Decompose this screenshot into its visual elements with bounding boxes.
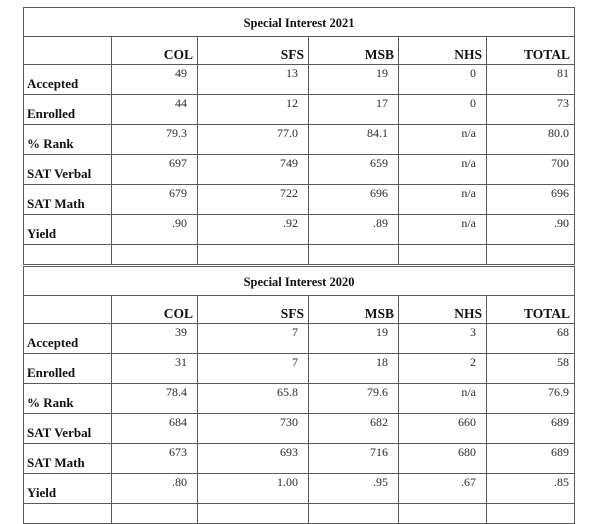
cell-sfs: 7 — [198, 324, 309, 354]
empty-cell — [24, 245, 112, 265]
cell-total: 696 — [487, 185, 575, 215]
cell-col: .80 — [112, 474, 198, 504]
empty-cell — [198, 245, 309, 265]
table-row-sat-math — [24, 444, 575, 474]
cell-total: 58 — [487, 354, 575, 384]
empty-cell — [487, 245, 575, 265]
header-blank — [24, 296, 112, 324]
header-total: TOTAL — [487, 37, 575, 65]
empty-cell — [24, 504, 112, 524]
header-sfs: SFS — [198, 37, 309, 65]
row-label: Enrolled — [24, 95, 112, 125]
header-msb: MSB — [309, 296, 399, 324]
cell-nhs: n/a — [399, 155, 487, 185]
cell-col: .90 — [112, 215, 198, 245]
cell-nhs: n/a — [399, 215, 487, 245]
row-label: SAT Verbal — [24, 414, 112, 444]
cell-col: 697 — [112, 155, 198, 185]
table-row-enrolled — [24, 95, 575, 125]
cell-col: 39 — [112, 324, 198, 354]
table-row-yield — [24, 215, 575, 245]
table-title: Special Interest 2020 — [24, 267, 575, 296]
cell-nhs: n/a — [399, 125, 487, 155]
cell-msb: 84.1 — [309, 125, 399, 155]
empty-cell — [399, 245, 487, 265]
header-total: TOTAL — [487, 296, 575, 324]
cell-sfs: 730 — [198, 414, 309, 444]
cell-total: 73 — [487, 95, 575, 125]
cell-sfs: 749 — [198, 155, 309, 185]
table-row-sat-math — [24, 185, 575, 215]
row-label: Yield — [24, 474, 112, 504]
empty-cell — [198, 504, 309, 524]
cell-col: 78.4 — [112, 384, 198, 414]
cell-total: 68 — [487, 324, 575, 354]
cell-col: 31 — [112, 354, 198, 384]
cell-sfs: 65.8 — [198, 384, 309, 414]
cell-nhs: n/a — [399, 185, 487, 215]
table-title-row — [24, 8, 575, 37]
cell-sfs: 77.0 — [198, 125, 309, 155]
cell-nhs: .67 — [399, 474, 487, 504]
header-blank — [24, 37, 112, 65]
cell-msb: 19 — [309, 65, 399, 95]
cell-nhs: n/a — [399, 384, 487, 414]
cell-sfs: 12 — [198, 95, 309, 125]
row-label: SAT Verbal — [24, 155, 112, 185]
cell-total: 81 — [487, 65, 575, 95]
cell-total: 76.9 — [487, 384, 575, 414]
cell-msb: .95 — [309, 474, 399, 504]
cell-col: 673 — [112, 444, 198, 474]
header-nhs: NHS — [399, 296, 487, 324]
cell-sfs: .92 — [198, 215, 309, 245]
empty-row — [24, 245, 575, 265]
row-label: SAT Math — [24, 185, 112, 215]
table-row-enrolled — [24, 354, 575, 384]
row-label: % Rank — [24, 125, 112, 155]
empty-cell — [399, 504, 487, 524]
table-row-rank — [24, 384, 575, 414]
table-row-accepted — [24, 65, 575, 95]
cell-msb: .89 — [309, 215, 399, 245]
table-row-sat-verbal — [24, 155, 575, 185]
row-label: % Rank — [24, 384, 112, 414]
empty-cell — [309, 245, 399, 265]
cell-total: 80.0 — [487, 125, 575, 155]
row-label: Enrolled — [24, 354, 112, 384]
cell-total: .90 — [487, 215, 575, 245]
cell-msb: 682 — [309, 414, 399, 444]
cell-nhs: 3 — [399, 324, 487, 354]
empty-cell — [112, 245, 198, 265]
table-row-yield — [24, 474, 575, 504]
cell-sfs: 1.00 — [198, 474, 309, 504]
cell-total: 700 — [487, 155, 575, 185]
cell-col: 679 — [112, 185, 198, 215]
cell-msb: 716 — [309, 444, 399, 474]
header-col: COL — [112, 296, 198, 324]
cell-nhs: 0 — [399, 65, 487, 95]
cell-total: 689 — [487, 444, 575, 474]
cell-col: 49 — [112, 65, 198, 95]
cell-nhs: 660 — [399, 414, 487, 444]
cell-msb: 17 — [309, 95, 399, 125]
header-col: COL — [112, 37, 198, 65]
cell-col: 44 — [112, 95, 198, 125]
row-label: Accepted — [24, 65, 112, 95]
cell-sfs: 7 — [198, 354, 309, 384]
cell-msb: 696 — [309, 185, 399, 215]
empty-row — [24, 504, 575, 524]
table-row-accepted — [24, 324, 575, 354]
row-label: Yield — [24, 215, 112, 245]
cell-sfs: 13 — [198, 65, 309, 95]
cell-msb: 79.6 — [309, 384, 399, 414]
empty-cell — [112, 504, 198, 524]
table-title: Special Interest 2021 — [24, 8, 575, 37]
table-row-sat-verbal — [24, 414, 575, 444]
cell-col: 684 — [112, 414, 198, 444]
table-row-rank — [24, 125, 575, 155]
row-label: SAT Math — [24, 444, 112, 474]
special-interest-2021-table — [23, 7, 575, 265]
cell-sfs: 693 — [198, 444, 309, 474]
header-msb: MSB — [309, 37, 399, 65]
empty-cell — [487, 504, 575, 524]
empty-cell — [309, 504, 399, 524]
cell-total: 689 — [487, 414, 575, 444]
cell-nhs: 0 — [399, 95, 487, 125]
cell-total: .85 — [487, 474, 575, 504]
header-row — [24, 37, 575, 65]
cell-sfs: 722 — [198, 185, 309, 215]
cell-nhs: 2 — [399, 354, 487, 384]
cell-nhs: 680 — [399, 444, 487, 474]
cell-msb: 659 — [309, 155, 399, 185]
cell-msb: 18 — [309, 354, 399, 384]
cell-col: 79.3 — [112, 125, 198, 155]
header-sfs: SFS — [198, 296, 309, 324]
table-title-row — [24, 267, 575, 296]
row-label: Accepted — [24, 324, 112, 354]
header-row — [24, 296, 575, 324]
header-nhs: NHS — [399, 37, 487, 65]
cell-msb: 19 — [309, 324, 399, 354]
special-interest-2020-table — [23, 266, 575, 524]
